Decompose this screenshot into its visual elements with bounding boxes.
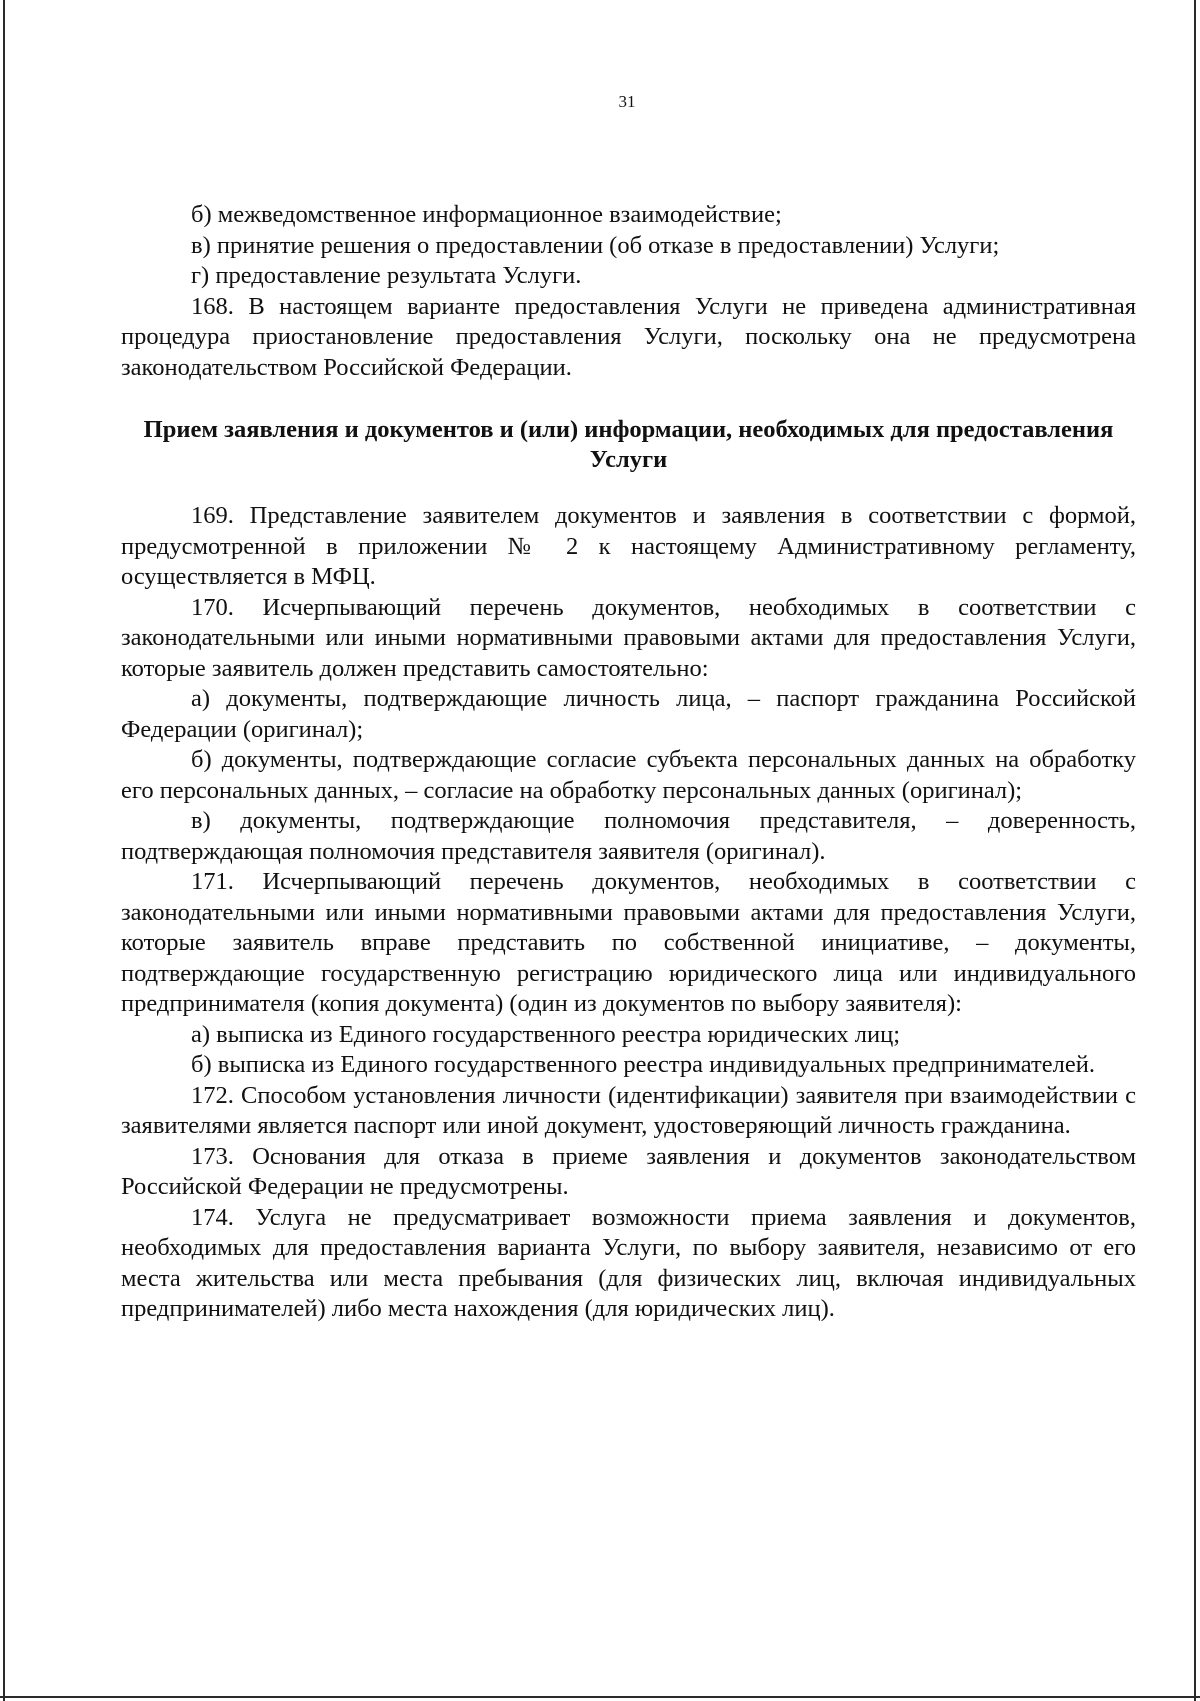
list-item: а) выписка из Единого государственного реестра юридических лиц; bbox=[191, 1020, 901, 1048]
paragraph-171: 171. Исчерпывающий перечень документов, необходимых в соответствии с законодательными или иными нормативными правовыми актами для предоставления Услуги, которые заявитель вправе представить по собственной инициативе, – документы, подтверждающие государственную регистрацию юридического лица или индивидуального предпринимателя (копия документа) (один из документов по выбору заявителя): bbox=[121, 868, 1136, 1017]
list-item: г) предоставление результата Услуги. bbox=[191, 262, 582, 289]
section-heading: Прием заявления и документов и (или) информации, необходимых для предоставления Услуги bbox=[143, 416, 1114, 473]
document-body bbox=[121, 200, 1136, 1325]
page-number: 31 bbox=[618, 92, 636, 111]
scan-border-left bbox=[3, 0, 5, 1701]
paragraph-169: 169. Представление заявителем документов и заявления в соответствии с формой, предусмотренной в приложении № 2 к настоящему Административному регламенту, осуществляется в МФЦ. bbox=[121, 502, 1136, 590]
paragraph-174: 174. Услуга не предусматривает возможности приема заявления и документов, необходимых для предоставления варианта Услуги, по выбору заявителя, независимо от его места жительства или места пребывания (для физических лиц, включая индивидуальных предпринимателей) либо места нахождения (для юридических лиц). bbox=[121, 1203, 1136, 1322]
list-item: а) документы, подтверждающие личность лица, – паспорт гражданина Российской Федерации (оригинал); bbox=[121, 685, 1136, 743]
paragraph-173: 173. Основания для отказа в приеме заявления и документов законодательством Российской Федерации не предусмотрены. bbox=[121, 1142, 1136, 1200]
scan-border-bottom bbox=[0, 1696, 1200, 1698]
paragraph-172: 172. Способом установления личности (идентификации) заявителя при взаимодействии с заявителями является паспорт или иной документ, удостоверяющий личность гражданина. bbox=[121, 1081, 1136, 1139]
list-item: б) документы, подтверждающие согласие субъекта персональных данных на обработку его персональных данных, – согласие на обработку персональных данных (оригинал); bbox=[121, 746, 1136, 804]
list-item: б) выписка из Единого государственного реестра индивидуальных предпринимателей. bbox=[191, 1051, 1095, 1078]
list-item: в) документы, подтверждающие полномочия представителя, – доверенность, подтверждающая полномочия представителя заявителя (оригинал). bbox=[121, 807, 1136, 865]
scan-border-right bbox=[1194, 0, 1196, 1701]
list-item: б) межведомственное информационное взаимодействие; bbox=[191, 201, 782, 228]
paragraph-168: 168. В настоящем варианте предоставления Услуги не приведена административная процедура приостановление предоставления Услуги, поскольку она не предусмотрена законодательством Российской Федерации. bbox=[121, 292, 1136, 381]
paragraph-170: 170. Исчерпывающий перечень документов, необходимых в соответствии с законодательными или иными нормативными правовыми актами для предоставления Услуги, которые заявитель должен представить самостоятельно: bbox=[121, 593, 1136, 682]
list-item: в) принятие решения о предоставлении (об отказе в предоставлении) Услуги; bbox=[191, 231, 1000, 259]
